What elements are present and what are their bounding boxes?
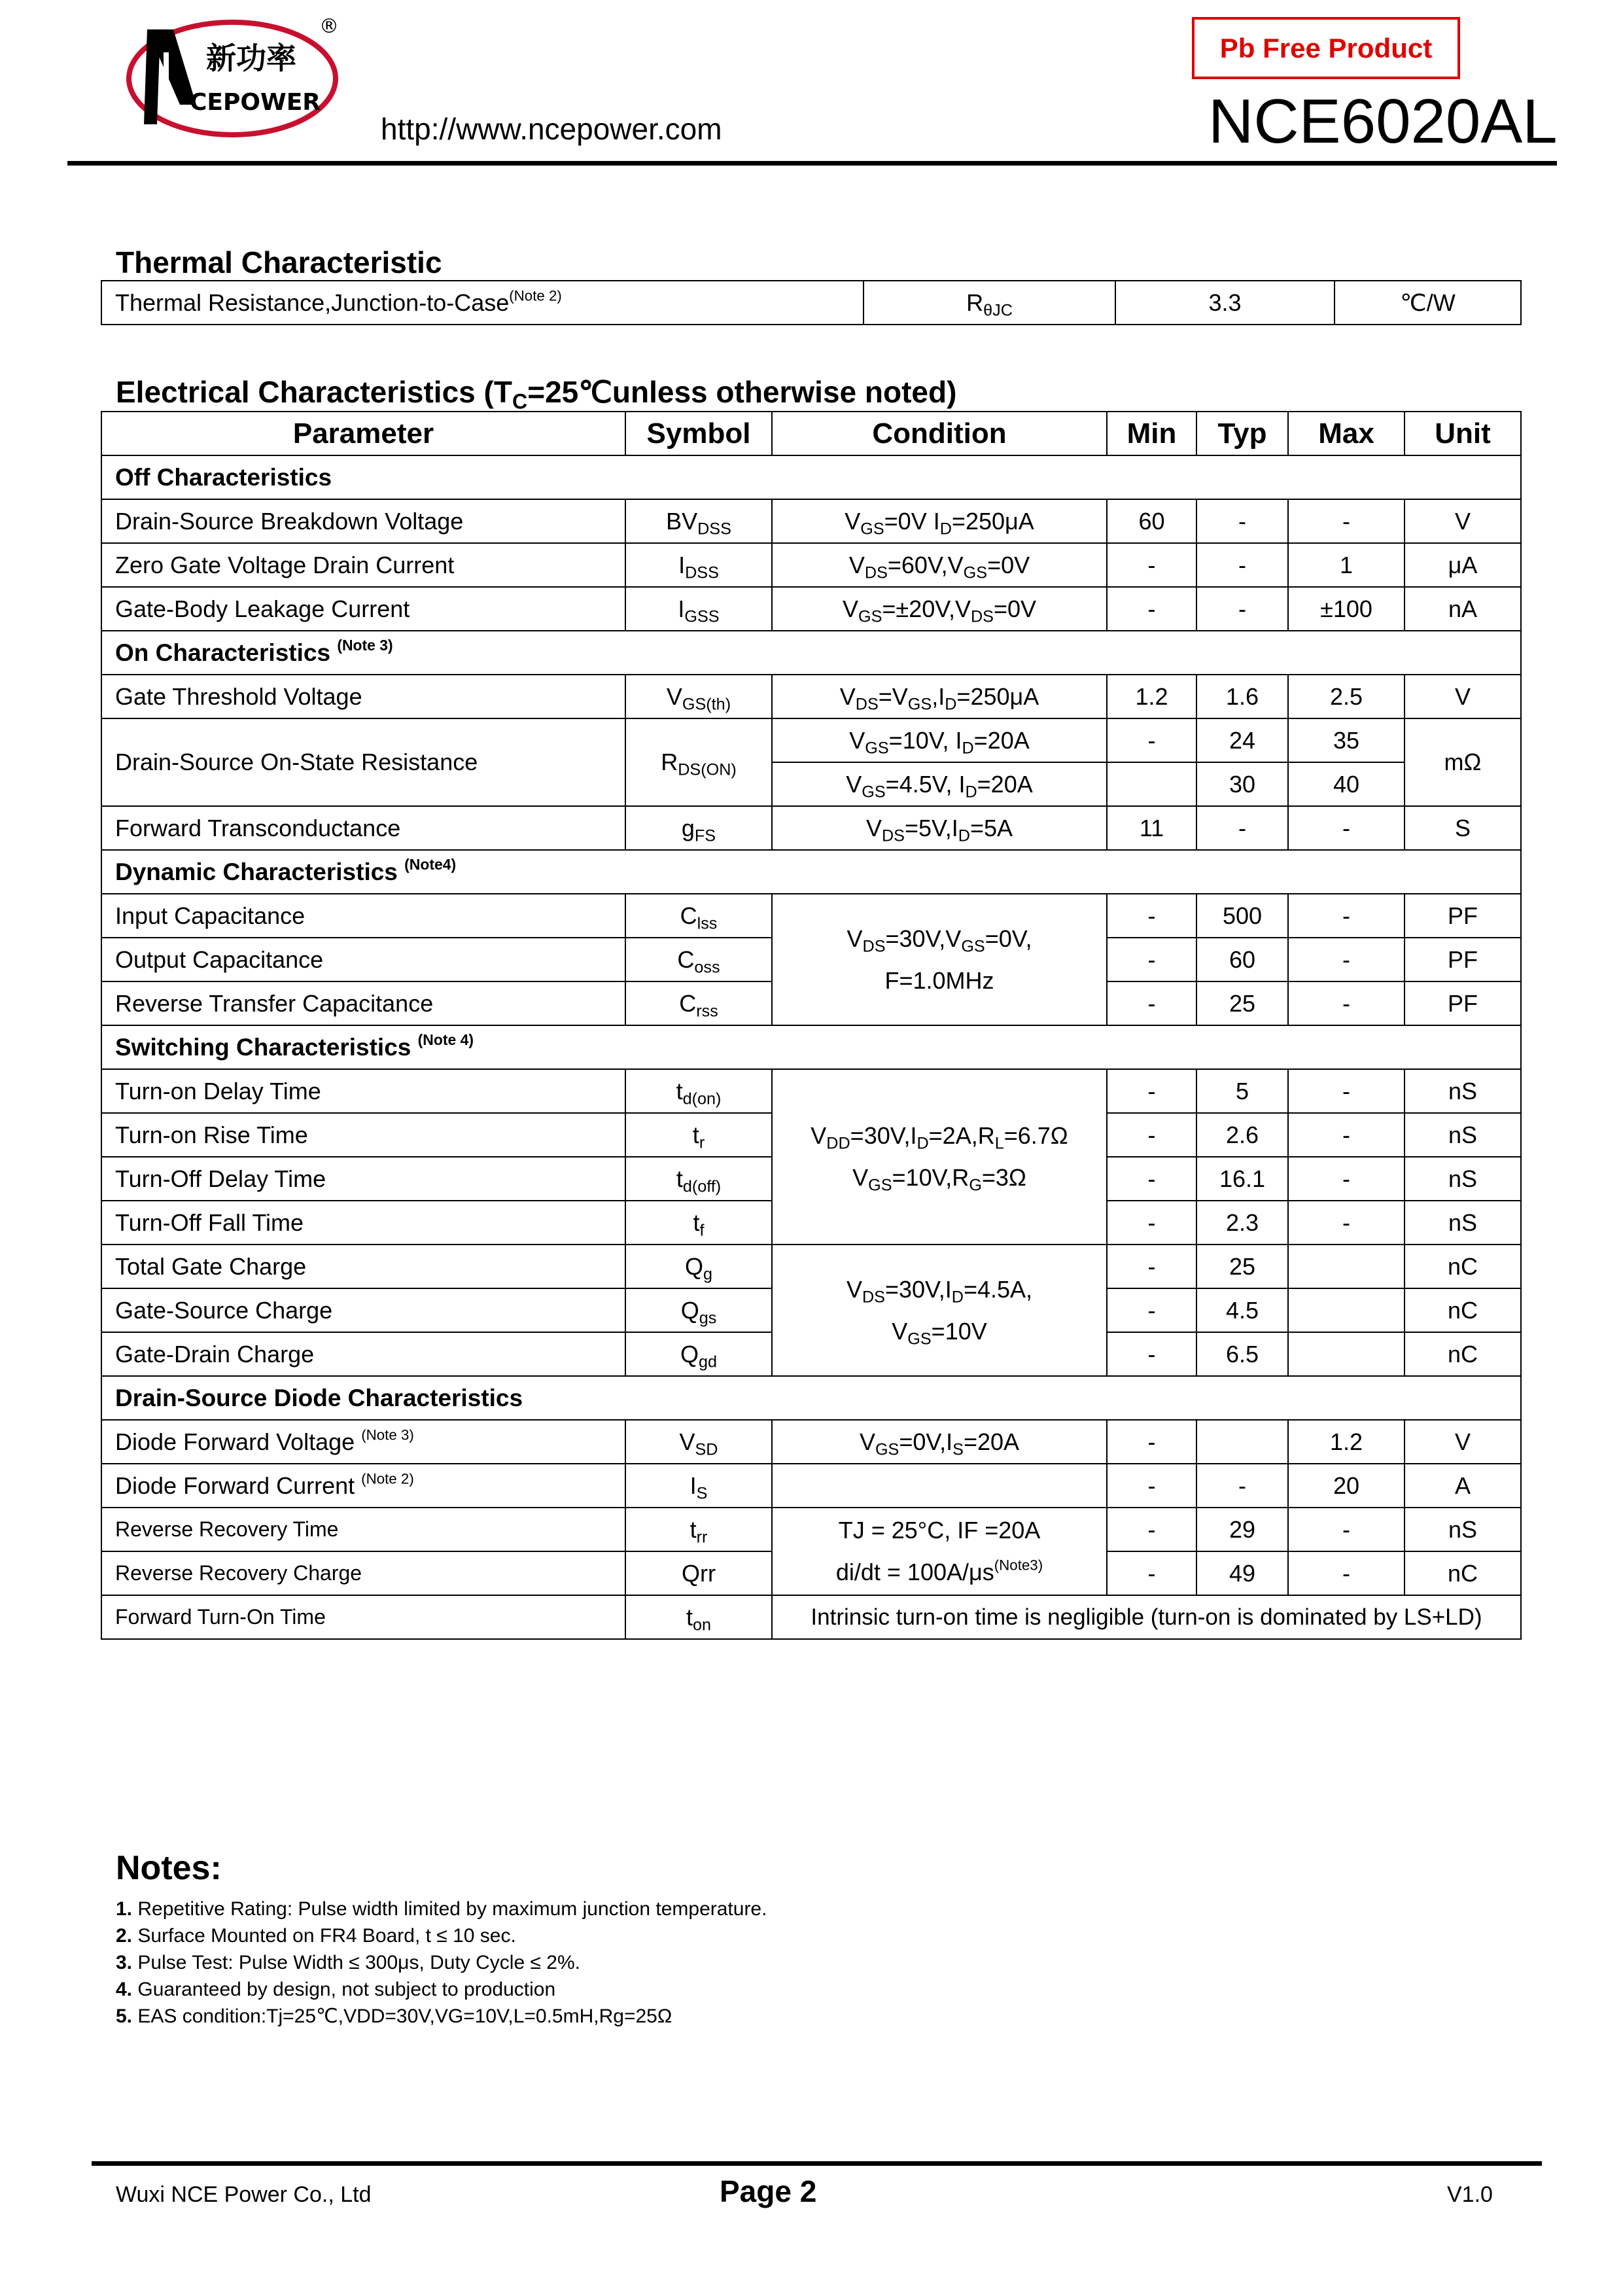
- thermal-title: Thermal Characteristic: [116, 245, 442, 279]
- section-dynamic: Dynamic Characteristics $^{(Note4)}$: [101, 850, 1521, 894]
- unit-crss: PF: [1405, 981, 1521, 1025]
- condition-is: [772, 1464, 1107, 1508]
- table-row: [101, 1464, 1521, 1508]
- max-qgd: [1288, 1332, 1405, 1376]
- min-crss: -: [1107, 981, 1196, 1025]
- param-qrr: Reverse Recovery Charge: [101, 1551, 625, 1595]
- symbol-vgsth: $V_{GS(th)}$: [625, 675, 772, 718]
- unit-qgs: nC: [1405, 1288, 1521, 1332]
- param-ton: Forward Turn-On Time: [101, 1595, 625, 1639]
- max-tr: -: [1288, 1113, 1405, 1157]
- unit-idss: μA: [1405, 543, 1521, 587]
- param-tr: Turn-on Rise Time: [101, 1113, 625, 1157]
- section-row: [101, 1376, 1521, 1420]
- max-is: 20: [1288, 1464, 1405, 1508]
- symbol-qgd: $Q_{gd}$: [625, 1332, 772, 1376]
- header-symbol: Symbol: [625, 412, 772, 455]
- min-tr: -: [1107, 1113, 1196, 1157]
- symbol-qrr: Qrr: [625, 1551, 772, 1595]
- note-item: 5. EAS condition:Tj=25℃,VDD=30V,VG=10V,L=0.5mH,Rg=25Ω: [116, 2005, 672, 2027]
- header-typ: Typ: [1196, 412, 1288, 455]
- footer-divider: [92, 2161, 1542, 2166]
- min-qgd: -: [1107, 1332, 1196, 1376]
- table-row: [101, 806, 1521, 850]
- section-row: [101, 631, 1521, 675]
- thermal-symbol: $R_{\theta JC}$: [864, 281, 1115, 325]
- param-coss: Output Capacitance: [101, 938, 625, 981]
- condition-capacitance: $V_{DS}=30V,V_{GS}=0V$, F=1.0MHz: [772, 894, 1107, 1025]
- param-igss: Gate-Body Leakage Current: [101, 587, 625, 631]
- section-on: On Characteristics $^{(Note 3)}$: [101, 631, 1521, 675]
- note-item: 4. Guaranteed by design, not subject to production: [116, 1979, 556, 2000]
- unit-gfs: S: [1405, 806, 1521, 850]
- symbol-rdson: $R_{DS(ON)}$: [625, 718, 772, 806]
- typ-tdon: 5: [1196, 1069, 1288, 1113]
- param-vsd: Diode Forward Voltage $^{(Note 3)}$: [101, 1420, 625, 1464]
- svg-text:®: ®: [319, 15, 339, 38]
- header-condition: Condition: [772, 412, 1107, 455]
- unit-tdon: nS: [1405, 1069, 1521, 1113]
- unit-rdson: mΩ: [1405, 718, 1521, 806]
- table-row: [101, 1420, 1521, 1464]
- max-tdoff: -: [1288, 1157, 1405, 1201]
- unit-qg: nC: [1405, 1245, 1521, 1288]
- symbol-crss: $C_{rss}$: [625, 981, 772, 1025]
- param-idss: Zero Gate Voltage Drain Current: [101, 543, 625, 587]
- footer-page-number: Page 2: [720, 2174, 817, 2208]
- typ-qgd: 6.5: [1196, 1332, 1288, 1376]
- svg-text:CEPOWER: CEPOWER: [190, 89, 321, 116]
- max-coss: -: [1288, 938, 1405, 981]
- max-qrr: -: [1288, 1551, 1405, 1595]
- symbol-is: $I_S$: [625, 1464, 772, 1508]
- symbol-trr: $t_{rr}$: [625, 1508, 772, 1551]
- table-row: [101, 1595, 1521, 1639]
- min-rdson-1: -: [1107, 718, 1196, 762]
- typ-bvdss: -: [1196, 499, 1288, 543]
- notes-title: Notes:: [116, 1849, 222, 1887]
- max-tdon: -: [1288, 1069, 1405, 1113]
- min-qg: -: [1107, 1245, 1196, 1288]
- section-row: [101, 455, 1521, 499]
- min-tdoff: -: [1107, 1157, 1196, 1201]
- symbol-coss: $C_{oss}$: [625, 938, 772, 981]
- section-off: Off Characteristics: [101, 455, 1521, 499]
- min-qgs: -: [1107, 1288, 1196, 1332]
- typ-rdson-2: 30: [1196, 762, 1288, 806]
- unit-qrr: nC: [1405, 1551, 1521, 1595]
- section-row: [101, 1025, 1521, 1069]
- header-divider: [67, 161, 1557, 166]
- max-vgsth: 2.5: [1288, 675, 1405, 718]
- min-bvdss: 60: [1107, 499, 1196, 543]
- min-vsd: -: [1107, 1420, 1196, 1464]
- condition-vgsth: $V_{DS}=V_{GS},I_D=250\mu A$: [772, 675, 1107, 718]
- param-qg: Total Gate Charge: [101, 1245, 625, 1288]
- table-row: [101, 587, 1521, 631]
- table-row: [101, 499, 1521, 543]
- note-item: 3. Pulse Test: Pulse Width ≤ 300μs, Duty Cycle ≤ 2%.: [116, 1952, 580, 1973]
- param-trr: Reverse Recovery Time: [101, 1508, 625, 1551]
- symbol-vsd: $V_{SD}$: [625, 1420, 772, 1464]
- symbol-qg: $Q_g$: [625, 1245, 772, 1288]
- footer-company: Wuxi NCE Power Co., Ltd: [116, 2182, 372, 2207]
- typ-ciss: 500: [1196, 894, 1288, 938]
- typ-trr: 29: [1196, 1508, 1288, 1551]
- typ-tr: 2.6: [1196, 1113, 1288, 1157]
- thermal-param: Thermal Resistance,Junction-to-Case$^{(Note 2)}$: [101, 281, 864, 325]
- typ-gfs: -: [1196, 806, 1288, 850]
- unit-trr: nS: [1405, 1508, 1521, 1551]
- header-min: Min: [1107, 412, 1196, 455]
- param-gfs: Forward Transconductance: [101, 806, 625, 850]
- condition-gfs: $V_{DS}=5V,I_D=5A$: [772, 806, 1107, 850]
- condition-igss: $V_{GS}=\pm 20V,V_{DS}=0V$: [772, 587, 1107, 631]
- min-ciss: -: [1107, 894, 1196, 938]
- param-is: Diode Forward Current $^{(Note 2)}$: [101, 1464, 625, 1508]
- max-crss: -: [1288, 981, 1405, 1025]
- unit-coss: PF: [1405, 938, 1521, 981]
- typ-coss: 60: [1196, 938, 1288, 981]
- header-parameter: Parameter: [101, 412, 625, 455]
- website-url[interactable]: http://www.ncepower.com: [381, 112, 722, 146]
- condition-idss: $V_{DS}=60V,V_{GS}=0V$: [772, 543, 1107, 587]
- min-qrr: -: [1107, 1551, 1196, 1595]
- min-trr: -: [1107, 1508, 1196, 1551]
- symbol-tdoff: $t_{d(off)}$: [625, 1157, 772, 1201]
- unit-bvdss: V: [1405, 499, 1521, 543]
- max-vsd: 1.2: [1288, 1420, 1405, 1464]
- svg-text:新功率: 新功率: [206, 41, 296, 76]
- condition-vsd: $V_{GS}=0V,I_S=20A$: [772, 1420, 1107, 1464]
- param-qgs: Gate-Source Charge: [101, 1288, 625, 1332]
- param-vgsth: Gate Threshold Voltage: [101, 675, 625, 718]
- electrical-title: Electrical Characteristics ($T_C=25℃unless$ otherwise noted): [116, 375, 957, 414]
- max-tf: -: [1288, 1201, 1405, 1245]
- footer-version: V1.0: [1447, 2182, 1493, 2207]
- thermal-value: 3.3: [1115, 281, 1335, 325]
- typ-tdoff: 16.1: [1196, 1157, 1288, 1201]
- thermal-table: [101, 280, 1522, 325]
- typ-crss: 25: [1196, 981, 1288, 1025]
- typ-qrr: 49: [1196, 1551, 1288, 1595]
- max-rdson-2: 40: [1288, 762, 1405, 806]
- note-item: 1. Repetitive Rating: Pulse width limited by maximum junction temperature.: [116, 1898, 767, 1920]
- table-row: [101, 1245, 1521, 1288]
- unit-tf: nS: [1405, 1201, 1521, 1245]
- electrical-table: [101, 411, 1522, 1640]
- param-tf: Turn-Off Fall Time: [101, 1201, 625, 1245]
- table-row: [101, 894, 1521, 938]
- max-ciss: -: [1288, 894, 1405, 938]
- min-rdson-2: [1107, 762, 1196, 806]
- section-diode: Drain-Source Diode Characteristics: [101, 1376, 1521, 1420]
- param-tdon: Turn-on Delay Time: [101, 1069, 625, 1113]
- symbol-tf: $t_f$: [625, 1201, 772, 1245]
- max-trr: -: [1288, 1508, 1405, 1551]
- ncepower-logo: [124, 13, 340, 141]
- model-number: NCE6020AL: [1208, 86, 1558, 156]
- condition-rdson-2: $V_{GS}=4.5V$, $I_D=20A$: [772, 762, 1107, 806]
- param-tdoff: Turn-Off Delay Time: [101, 1157, 625, 1201]
- table-row: [101, 281, 1521, 325]
- note-item: 2. Surface Mounted on FR4 Board, t ≤ 10 sec.: [116, 1925, 516, 1947]
- min-gfs: 11: [1107, 806, 1196, 850]
- typ-qgs: 4.5: [1196, 1288, 1288, 1332]
- table-row: [101, 1069, 1521, 1113]
- symbol-bvdss: $BV_{DSS}$: [625, 499, 772, 543]
- symbol-tdon: $t_{d(on)}$: [625, 1069, 772, 1113]
- max-bvdss: -: [1288, 499, 1405, 543]
- max-gfs: -: [1288, 806, 1405, 850]
- symbol-idss: $I_{DSS}$: [625, 543, 772, 587]
- max-idss: 1: [1288, 543, 1405, 587]
- pb-free-badge: Pb Free Product: [1192, 17, 1460, 79]
- table-row: [101, 1508, 1521, 1551]
- unit-is: A: [1405, 1464, 1521, 1508]
- unit-ciss: PF: [1405, 894, 1521, 938]
- min-tdon: -: [1107, 1069, 1196, 1113]
- unit-qgd: nC: [1405, 1332, 1521, 1376]
- typ-qg: 25: [1196, 1245, 1288, 1288]
- typ-idss: -: [1196, 543, 1288, 587]
- param-crss: Reverse Transfer Capacitance: [101, 981, 625, 1025]
- symbol-ciss: $C_{lss}$: [625, 894, 772, 938]
- unit-tr: nS: [1405, 1113, 1521, 1157]
- min-idss: -: [1107, 543, 1196, 587]
- unit-igss: nA: [1405, 587, 1521, 631]
- typ-vsd: [1196, 1420, 1288, 1464]
- condition-rdson-1: $V_{GS}=10V$, $I_D=20A$: [772, 718, 1107, 762]
- table-row: [101, 718, 1521, 762]
- symbol-tr: $t_r$: [625, 1113, 772, 1157]
- table-row: [101, 675, 1521, 718]
- min-vgsth: 1.2: [1107, 675, 1196, 718]
- symbol-igss: $I_{GSS}$: [625, 587, 772, 631]
- min-is: -: [1107, 1464, 1196, 1508]
- condition-bvdss: $V_{GS}=0V$ $I_D=250\mu A$: [772, 499, 1107, 543]
- table-row: [101, 543, 1521, 587]
- condition-ton: Intrinsic turn-on time is negligible (turn-on is dominated by LS+LD): [772, 1595, 1521, 1639]
- min-coss: -: [1107, 938, 1196, 981]
- header-max: Max: [1288, 412, 1405, 455]
- section-row: [101, 850, 1521, 894]
- max-igss: ±100: [1288, 587, 1405, 631]
- typ-rdson-1: 24: [1196, 718, 1288, 762]
- condition-gate-charge: $V_{DS}=30V,I_D=4.5A$, $V_{GS}=10V$: [772, 1245, 1107, 1376]
- typ-igss: -: [1196, 587, 1288, 631]
- param-rdson: Drain-Source On-State Resistance: [101, 718, 625, 806]
- section-switching: Switching Characteristics $^{(Note 4)}$: [101, 1025, 1521, 1069]
- max-qg: [1288, 1245, 1405, 1288]
- symbol-qgs: $Q_{gs}$: [625, 1288, 772, 1332]
- condition-recovery: TJ = 25°C, IF =20A $di/dt = 100A/\mu s^{(Note3)}$: [772, 1508, 1107, 1595]
- typ-is: -: [1196, 1464, 1288, 1508]
- typ-tf: 2.3: [1196, 1201, 1288, 1245]
- max-qgs: [1288, 1288, 1405, 1332]
- header-unit: Unit: [1405, 412, 1521, 455]
- param-bvdss: Drain-Source Breakdown Voltage: [101, 499, 625, 543]
- table-header-row: [101, 412, 1521, 455]
- symbol-gfs: $g_{FS}$: [625, 806, 772, 850]
- unit-tdoff: nS: [1405, 1157, 1521, 1201]
- thermal-unit: ℃/W: [1335, 281, 1521, 325]
- param-ciss: Input Capacitance: [101, 894, 625, 938]
- symbol-ton: $t_{on}$: [625, 1595, 772, 1639]
- param-qgd: Gate-Drain Charge: [101, 1332, 625, 1376]
- condition-switching: $V_{DD}=30V,I_D=2A,R_L=6.7\Omega$ $V_{GS}=10V,R_G=3\Omega$: [772, 1069, 1107, 1245]
- min-igss: -: [1107, 587, 1196, 631]
- typ-vgsth: 1.6: [1196, 675, 1288, 718]
- min-tf: -: [1107, 1201, 1196, 1245]
- max-rdson-1: 35: [1288, 718, 1405, 762]
- unit-vsd: V: [1405, 1420, 1521, 1464]
- unit-vgsth: V: [1405, 675, 1521, 718]
